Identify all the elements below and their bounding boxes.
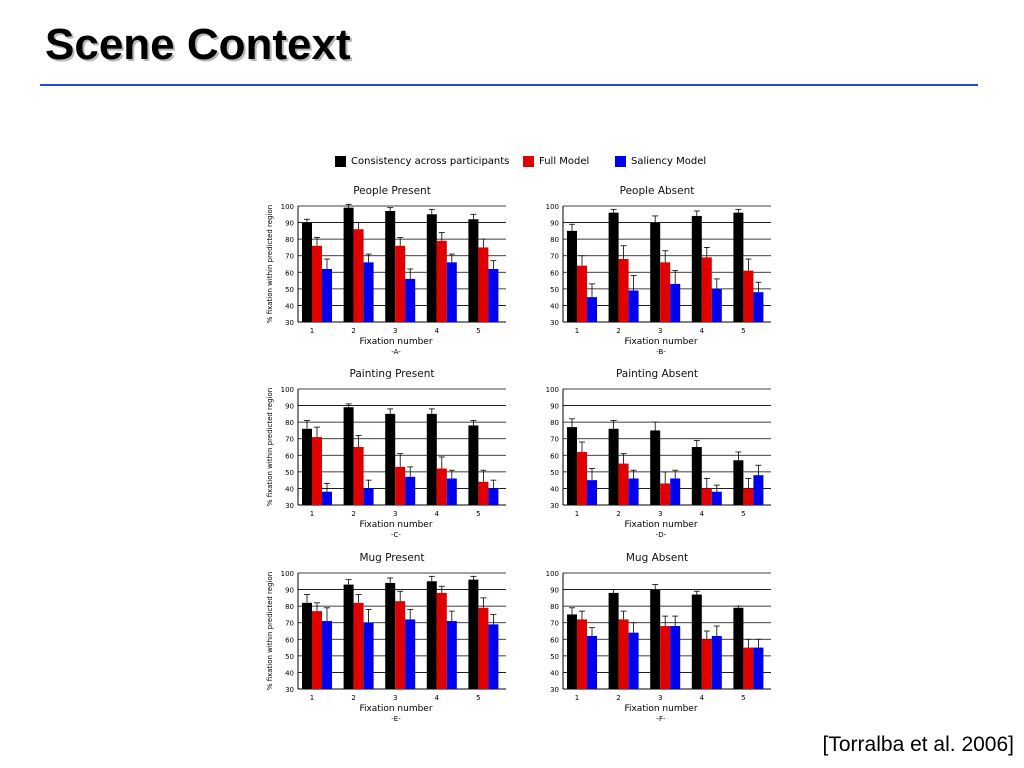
x-tick-label: 5 [476,694,481,702]
legend-label-saliency: Saliency Model [631,156,707,167]
x-tick-label: 2 [351,510,356,518]
bar-full-model [437,241,447,322]
bar-full-model [702,488,712,505]
x-tick-label: 4 [699,327,705,335]
bar-full-model [619,619,629,689]
y-tick-label: 30 [550,502,559,510]
bar-full-model [395,246,405,322]
bar-consistency [427,214,437,322]
bar-consistency [344,585,354,689]
y-tick-label: 30 [550,686,559,694]
bar-saliency [587,480,597,505]
chart-sublabel: -C- [391,531,401,539]
y-tick-label: 40 [550,669,559,678]
bar-saliency [405,477,415,505]
bar-consistency [609,213,619,322]
bar-saliency [322,269,332,322]
y-tick-label: 40 [285,669,294,678]
chart-sublabel: -D- [655,531,667,539]
y-tick-label: 90 [550,219,559,228]
bar-full-model [354,229,364,322]
y-tick-label: 50 [285,285,294,294]
x-tick-label: 5 [476,510,481,518]
bar-consistency [385,211,395,322]
y-tick-label: 70 [285,252,294,261]
y-tick-label: 90 [285,402,294,411]
bar-consistency [567,427,577,505]
bar-full-model [312,611,322,689]
bar-consistency [385,583,395,689]
x-tick-label: 4 [434,694,440,702]
y-tick-label: 90 [285,219,294,228]
y-tick-label: 50 [285,468,294,477]
y-tick-label: 40 [285,302,294,311]
y-axis-label: % fixation within predicted region [266,204,274,324]
y-tick-label: 60 [285,452,294,461]
bar-consistency [609,593,619,689]
bar-full-model [702,639,712,689]
bar-consistency [733,608,743,689]
chart-sublabel: -A- [391,348,401,356]
y-tick-label: 70 [550,619,559,628]
x-tick-label: 1 [574,327,580,335]
y-tick-label: 100 [280,570,294,578]
y-tick-label: 80 [550,419,559,428]
x-tick-label: 2 [351,694,356,702]
y-tick-label: 100 [545,386,559,394]
bar-saliency [753,292,763,322]
legend-label-consistency: Consistency across participants [351,156,510,167]
x-tick-label: 5 [741,694,746,702]
bar-saliency [587,297,597,322]
bar-saliency [364,262,374,322]
bar-saliency [405,279,415,322]
x-tick-label: 3 [657,694,663,702]
bar-full-model [478,247,488,322]
bar-full-model [395,601,405,689]
bar-consistency [733,213,743,322]
x-tick-label: 1 [574,510,580,518]
chart-title: People Present [353,185,431,197]
x-axis-label: Fixation number [359,337,433,347]
x-tick-label: 5 [741,510,746,518]
y-tick-label: 90 [285,586,294,595]
bar-consistency [344,407,354,505]
bar-consistency [468,219,478,322]
y-tick-label: 30 [285,686,294,694]
y-tick-label: 100 [280,386,294,394]
y-axis-label: % fixation within predicted region [266,387,274,507]
y-tick-label: 60 [550,452,559,461]
legend-swatch-consistency [335,156,346,167]
bar-saliency [712,289,722,322]
bar-consistency [468,580,478,689]
bar-full-model [395,467,405,505]
x-tick-label: 3 [392,694,398,702]
y-tick-label: 30 [550,319,559,327]
bar-saliency [488,624,498,689]
bar-full-model [437,469,447,505]
x-axis-label: Fixation number [359,704,433,714]
chart-title: Mug Present [359,552,425,564]
x-tick-label: 3 [657,510,663,518]
bar-saliency [447,262,457,322]
y-tick-label: 90 [550,402,559,411]
x-tick-label: 1 [309,510,315,518]
bar-saliency [712,492,722,505]
bar-saliency [712,636,722,689]
bar-saliency [629,291,639,322]
y-tick-label: 70 [550,435,559,444]
bar-saliency [447,621,457,689]
bar-consistency [650,590,660,689]
bar-saliency [364,623,374,689]
y-tick-label: 100 [545,570,559,578]
y-tick-label: 80 [550,236,559,245]
bar-full-model [478,482,488,505]
y-tick-label: 80 [285,419,294,428]
x-tick-label: 2 [616,327,621,335]
bar-consistency [302,223,312,322]
bar-full-model [437,593,447,689]
bar-consistency [468,425,478,505]
bar-full-model [577,266,587,322]
y-tick-label: 60 [285,636,294,645]
x-tick-label: 3 [392,327,398,335]
x-tick-label: 3 [392,510,398,518]
bar-full-model [743,648,753,689]
bar-saliency [670,284,680,322]
x-tick-label: 5 [741,327,746,335]
slide-title: Scene Context [45,20,351,69]
x-axis-label: Fixation number [359,520,433,530]
chart-sublabel: -E- [391,715,401,723]
legend-label-full-model: Full Model [539,156,590,167]
x-tick-label: 2 [351,327,356,335]
y-tick-label: 80 [285,603,294,612]
y-tick-label: 70 [285,619,294,628]
y-tick-label: 70 [550,252,559,261]
bar-consistency [385,414,395,505]
bar-full-model [619,464,629,505]
bar-saliency [488,269,498,322]
x-tick-label: 4 [699,510,705,518]
bar-saliency [405,619,415,689]
bar-saliency [488,488,498,505]
y-tick-label: 30 [285,502,294,510]
bar-consistency [427,581,437,689]
bar-consistency [302,429,312,505]
bar-saliency [322,492,332,505]
bar-full-model [660,483,670,505]
bar-full-model [312,246,322,322]
y-tick-label: 100 [545,203,559,211]
bar-consistency [650,223,660,322]
x-tick-label: 1 [574,694,580,702]
bar-full-model [702,257,712,322]
chart-mug-present [260,547,510,727]
chart-people-absent [525,180,775,360]
chart-title: Mug Absent [625,552,689,564]
x-tick-label: 1 [309,694,315,702]
bar-consistency [427,414,437,505]
x-tick-label: 1 [309,327,315,335]
chart-sublabel: -F- [656,715,666,723]
x-tick-label: 4 [434,327,440,335]
bar-full-model [577,452,587,505]
y-tick-label: 50 [550,468,559,477]
y-tick-label: 100 [280,203,294,211]
bar-consistency [650,430,660,505]
x-tick-label: 4 [699,694,705,702]
bar-consistency [692,447,702,505]
y-tick-label: 50 [285,652,294,661]
bar-saliency [629,633,639,689]
bar-full-model [312,437,322,505]
chart-painting-present [260,363,510,543]
chart-people-present [260,180,510,360]
bar-saliency [670,626,680,689]
y-tick-label: 60 [285,269,294,278]
citation: [Torralba et al. 2006] [822,733,1014,756]
bar-full-model [660,626,670,689]
bar-saliency [670,478,680,505]
bar-saliency [364,488,374,505]
bar-full-model [354,603,364,689]
y-tick-label: 40 [550,302,559,311]
bar-saliency [753,648,763,689]
bar-consistency [302,603,312,689]
bar-consistency [733,460,743,505]
title-divider [40,84,978,86]
chart-title: Painting Present [349,368,435,380]
y-tick-label: 60 [550,269,559,278]
y-tick-label: 70 [285,435,294,444]
y-tick-label: 90 [550,586,559,595]
y-tick-label: 50 [550,652,559,661]
y-tick-label: 50 [550,285,559,294]
bar-saliency [629,478,639,505]
bar-full-model [478,608,488,689]
x-tick-label: 5 [476,327,481,335]
x-tick-label: 2 [616,510,621,518]
x-tick-label: 3 [657,327,663,335]
bar-saliency [587,636,597,689]
bar-consistency [692,216,702,322]
bar-consistency [609,429,619,505]
x-tick-label: 4 [434,510,440,518]
bar-saliency [447,478,457,505]
chart-title: People Absent [619,185,695,197]
bar-consistency [692,595,702,689]
bar-full-model [743,271,753,322]
legend-swatch-full-model [523,156,534,167]
bar-consistency [344,208,354,322]
y-tick-label: 80 [550,603,559,612]
bar-consistency [567,614,577,689]
bar-saliency [322,621,332,689]
chart-title: Painting Absent [615,368,699,380]
bar-saliency [753,475,763,505]
bar-full-model [354,447,364,505]
x-axis-label: Fixation number [624,520,698,530]
bar-consistency [567,231,577,322]
bar-full-model [577,619,587,689]
bar-full-model [660,262,670,322]
y-tick-label: 30 [285,319,294,327]
bar-full-model [619,259,629,322]
y-tick-label: 40 [550,485,559,494]
y-tick-label: 60 [550,636,559,645]
x-tick-label: 2 [616,694,621,702]
x-axis-label: Fixation number [624,337,698,347]
y-tick-label: 80 [285,236,294,245]
chart-sublabel: -B- [656,348,666,356]
chart-painting-absent [525,363,775,543]
bar-full-model [743,488,753,505]
legend-swatch-saliency [615,156,626,167]
y-axis-label: % fixation within predicted region [266,571,274,691]
y-tick-label: 40 [285,485,294,494]
x-axis-label: Fixation number [624,704,698,714]
chart-mug-absent [525,547,775,727]
